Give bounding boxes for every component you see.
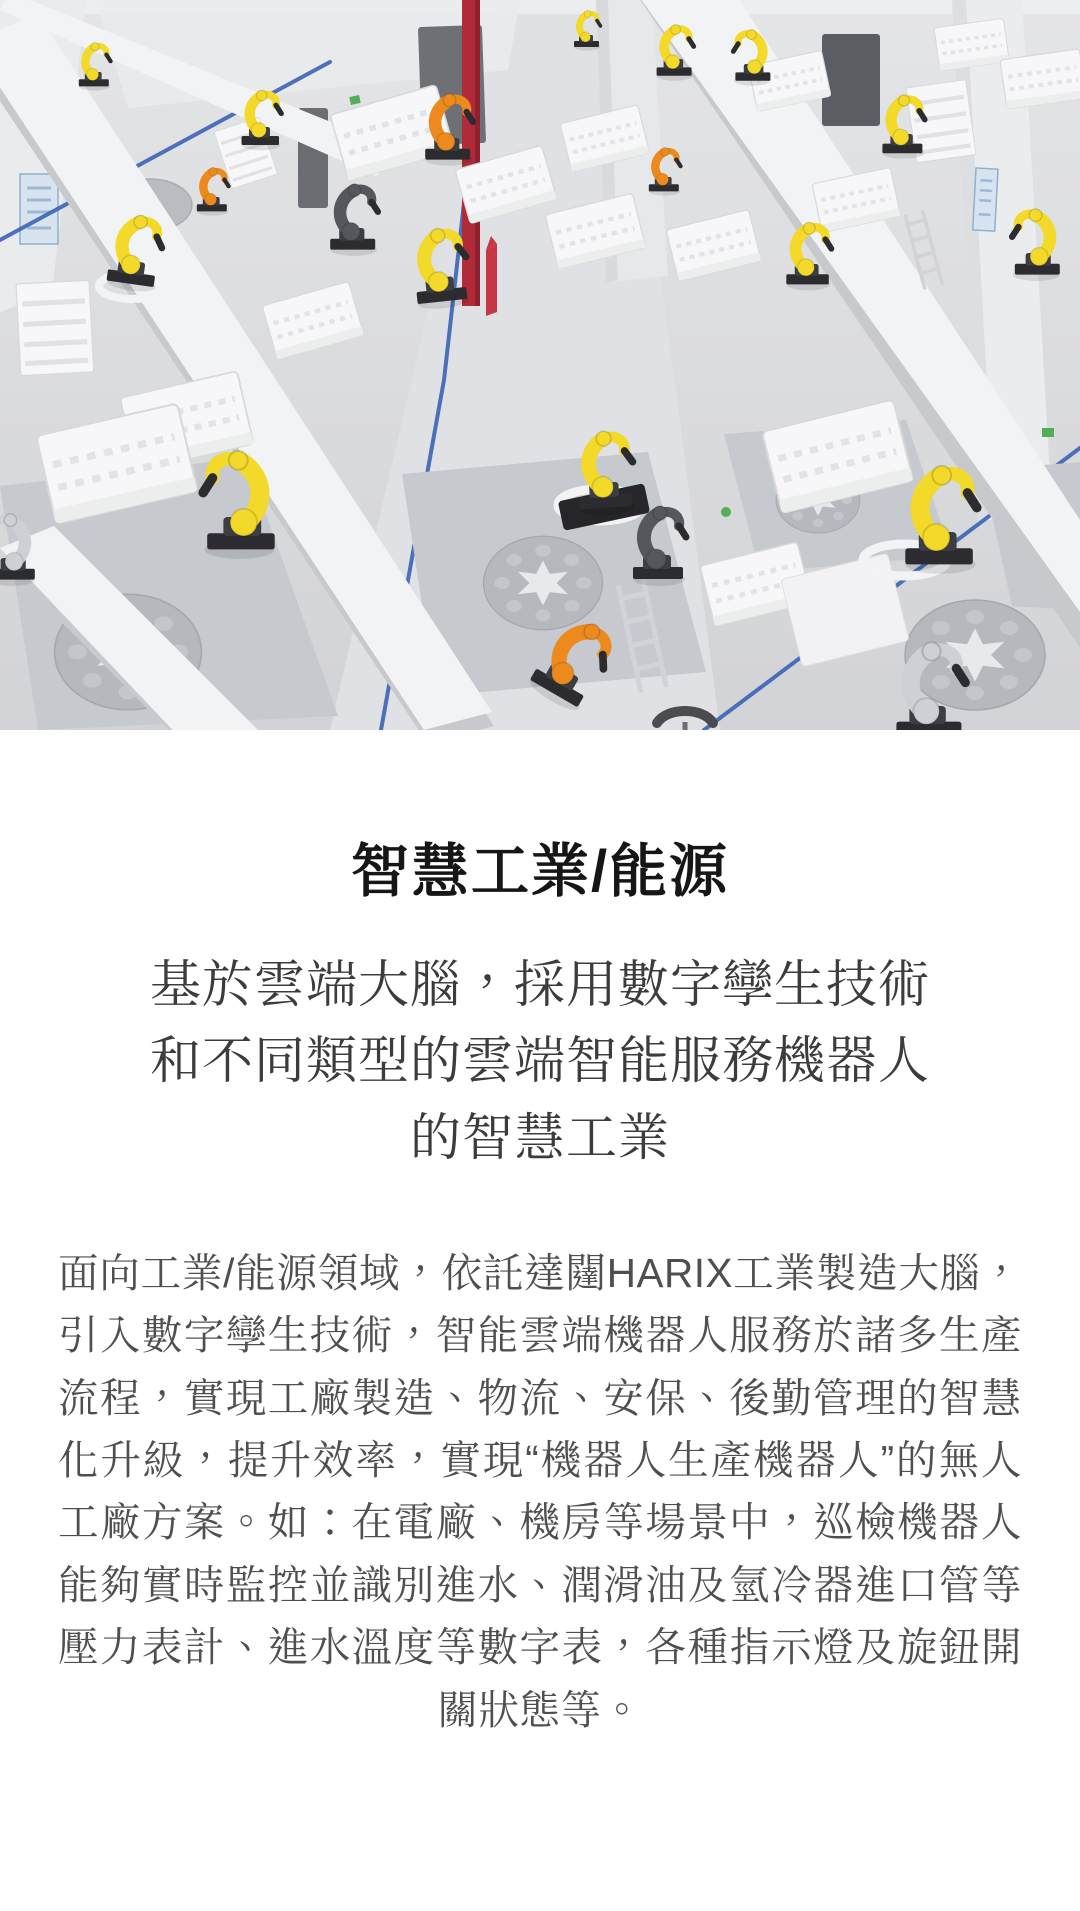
page-title: 智慧工業/能源 [350,839,730,904]
subtitle-line-1: 基於雲端大腦，採用數字孿生技術 [149,955,930,1013]
subtitle-line-2: 和不同類型的雲端智能服務機器人 [149,1032,930,1089]
hero-factory-image [0,0,1080,730]
wall-poster [20,174,58,244]
page-subtitle [58,947,1022,1177]
factory-scene [0,0,1080,730]
content-section [0,730,1080,1741]
body-paragraph: 面向工業/能源領域，依託達闥HARIX工業製造大腦，引入數字孿生技術，智能雲端機器人服務於諸多生產流程，實現工廠製造、物流、安保、後勤管理的智慧化升級，提升效率，實現“機器人生產機器人”的無人工廠方案。如：在電廠、機房等場景中，巡檢機器人能夠實時監控並識別進水、潤滑油及氫冷器進口管等壓力表計、進水溫度等數字表，各種指示燈及旋鈕開關狀態等。 [58,1250,1022,1733]
subtitle-line-3: 的智慧工業 [409,1108,670,1166]
wall-sign-blue [973,168,998,231]
